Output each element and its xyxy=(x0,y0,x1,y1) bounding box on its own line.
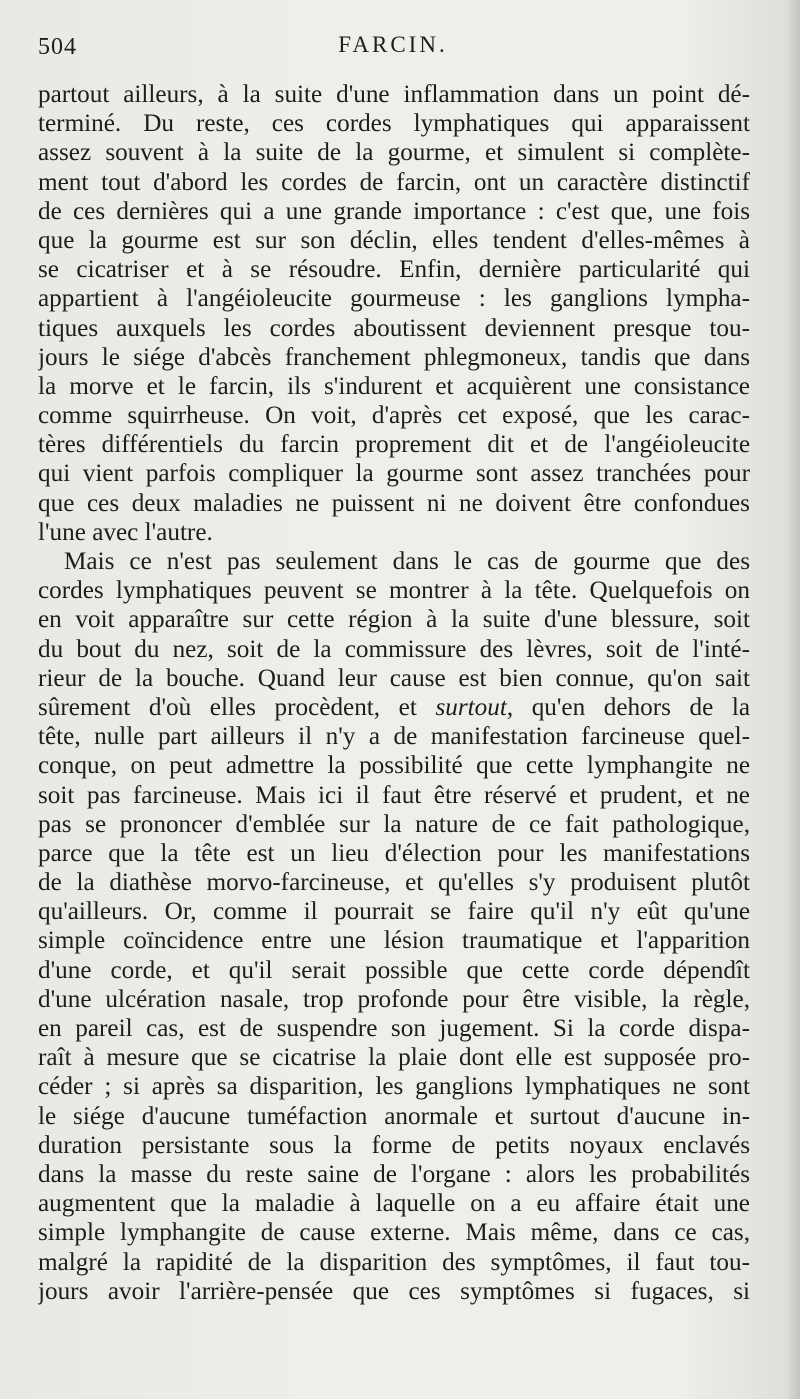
page-gutter-shadow xyxy=(786,0,800,1399)
text-line: raît à mesure que se cicatrise la plaie dont elle est supposée pro- xyxy=(38,1044,750,1072)
text-line: de ces dernières qui a une grande importance : c'est que, une fois xyxy=(38,197,750,225)
running-title: FARCIN. xyxy=(338,32,448,57)
text-line: malgré la rapidité de la disparition des symptômes, il faut tou- xyxy=(38,1248,750,1276)
text-line: simple coïncidence entre une lésion traumatique et l'apparition xyxy=(38,927,750,955)
text-line: en voit apparaître sur cette région à la suite d'une blessure, soit xyxy=(38,606,750,634)
text-line: du bout du nez, soit de la commissure des lèvres, soit de l'inté- xyxy=(38,635,750,663)
text-line: la morve et le farcin, ils s'indurent et acquièrent une consistance xyxy=(38,372,750,400)
text-line: soit pas farcineuse. Mais ici il faut être réservé et prudent, et ne xyxy=(38,781,750,809)
text-line: dans la masse du reste saine de l'organe : alors les probabilités xyxy=(38,1160,750,1188)
text-line: Mais ce n'est pas seulement dans le cas de gourme que des xyxy=(64,548,750,575)
text-line: qu'ailleurs. Or, comme il pourrait se faire qu'il n'y eût qu'une xyxy=(38,898,750,926)
text-line: jours le siége d'abcès franchement phlegmoneux, tandis que dans xyxy=(38,343,750,371)
text-line: rieur de la bouche. Quand leur cause est bien connue, qu'on sait xyxy=(38,664,750,692)
text-line: le siége d'aucune tuméfaction anormale et surtout d'aucune in- xyxy=(38,1102,750,1130)
page-header xyxy=(38,32,748,68)
text-line: assez souvent à la suite de la gourme, et simulent si complète- xyxy=(38,139,750,167)
text-line: tères différentiels du farcin proprement dit et de l'angéioleucite xyxy=(38,431,750,459)
text-line: de la diathèse morvo-farcineuse, et qu'elles s'y produisent plutôt xyxy=(38,869,750,897)
text-line: augmentent que la maladie à laquelle on a eu affaire était une xyxy=(38,1190,750,1218)
text-line: duration persistante sous la forme de petits noyaux enclavés xyxy=(38,1131,750,1159)
text-line: terminé. Du reste, ces cordes lymphatiques qui apparaissent xyxy=(38,110,750,138)
page-number: 504 xyxy=(38,34,77,60)
paragraph-1 xyxy=(38,80,750,547)
text-line-with-italic xyxy=(38,693,750,722)
paragraph-2 xyxy=(38,547,750,1306)
text-line: d'une ulcération nasale, trop profonde pour être visible, la règle, xyxy=(38,985,750,1013)
text-line: qui vient parfois compliquer la gourme sont assez tranchées pour xyxy=(38,460,750,488)
text-line: que la gourme est sur son déclin, elles tendent d'elles-mêmes à xyxy=(38,226,750,254)
text-line: l'une avec l'autre. xyxy=(38,518,213,546)
text-fragment: sûrement d'où elles procèdent, et xyxy=(38,693,417,721)
text-line: d'une corde, et qu'il serait possible que cette corde dépendît xyxy=(38,956,750,984)
text-line: conque, on peut admettre la possibilité que cette lymphangite ne xyxy=(38,752,750,780)
text-line: céder ; si après sa disparition, les ganglions lymphatiques ne sont xyxy=(38,1073,750,1101)
text-line: pas se prononcer d'emblée sur la nature de ce fait pathologique, xyxy=(38,810,750,838)
text-line: tête, nulle part ailleurs il n'y a de manifestation farcineuse quel- xyxy=(38,723,750,751)
text-fragment: , qu'en dehors de la xyxy=(506,693,750,721)
text-line: que ces deux maladies ne puissent ni ne doivent être confondues xyxy=(38,489,750,517)
text-line: partout ailleurs, à la suite d'une inflammation dans un point dé- xyxy=(38,81,750,108)
text-line: parce que la tête est un lieu d'élection pour les manifestations xyxy=(38,839,750,867)
text-line: jours avoir l'arrière-pensée que ces symptômes si fugaces, si xyxy=(38,1277,750,1305)
text-line: appartient à l'angéioleucite gourmeuse : les ganglions lympha- xyxy=(38,285,750,313)
text-line: simple lymphangite de cause externe. Mais même, dans ce cas, xyxy=(38,1219,750,1247)
italic-word: surtout xyxy=(435,693,507,721)
text-line: en pareil cas, est de suspendre son jugement. Si la corde dispa- xyxy=(38,1015,750,1042)
text-line: comme squirrheuse. On voit, d'après cet exposé, que les carac- xyxy=(38,402,750,430)
body-text xyxy=(38,80,750,1306)
text-line: se cicatriser et à se résoudre. Enfin, dernière particularité qui xyxy=(38,256,750,284)
text-line: ment tout d'abord les cordes de farcin, ont un caractère distinctif xyxy=(38,168,750,196)
text-line: tiques auxquels les cordes aboutissent deviennent presque tou- xyxy=(38,314,750,342)
text-line: cordes lymphatiques peuvent se montrer à la tête. Quelquefois on xyxy=(38,577,750,605)
